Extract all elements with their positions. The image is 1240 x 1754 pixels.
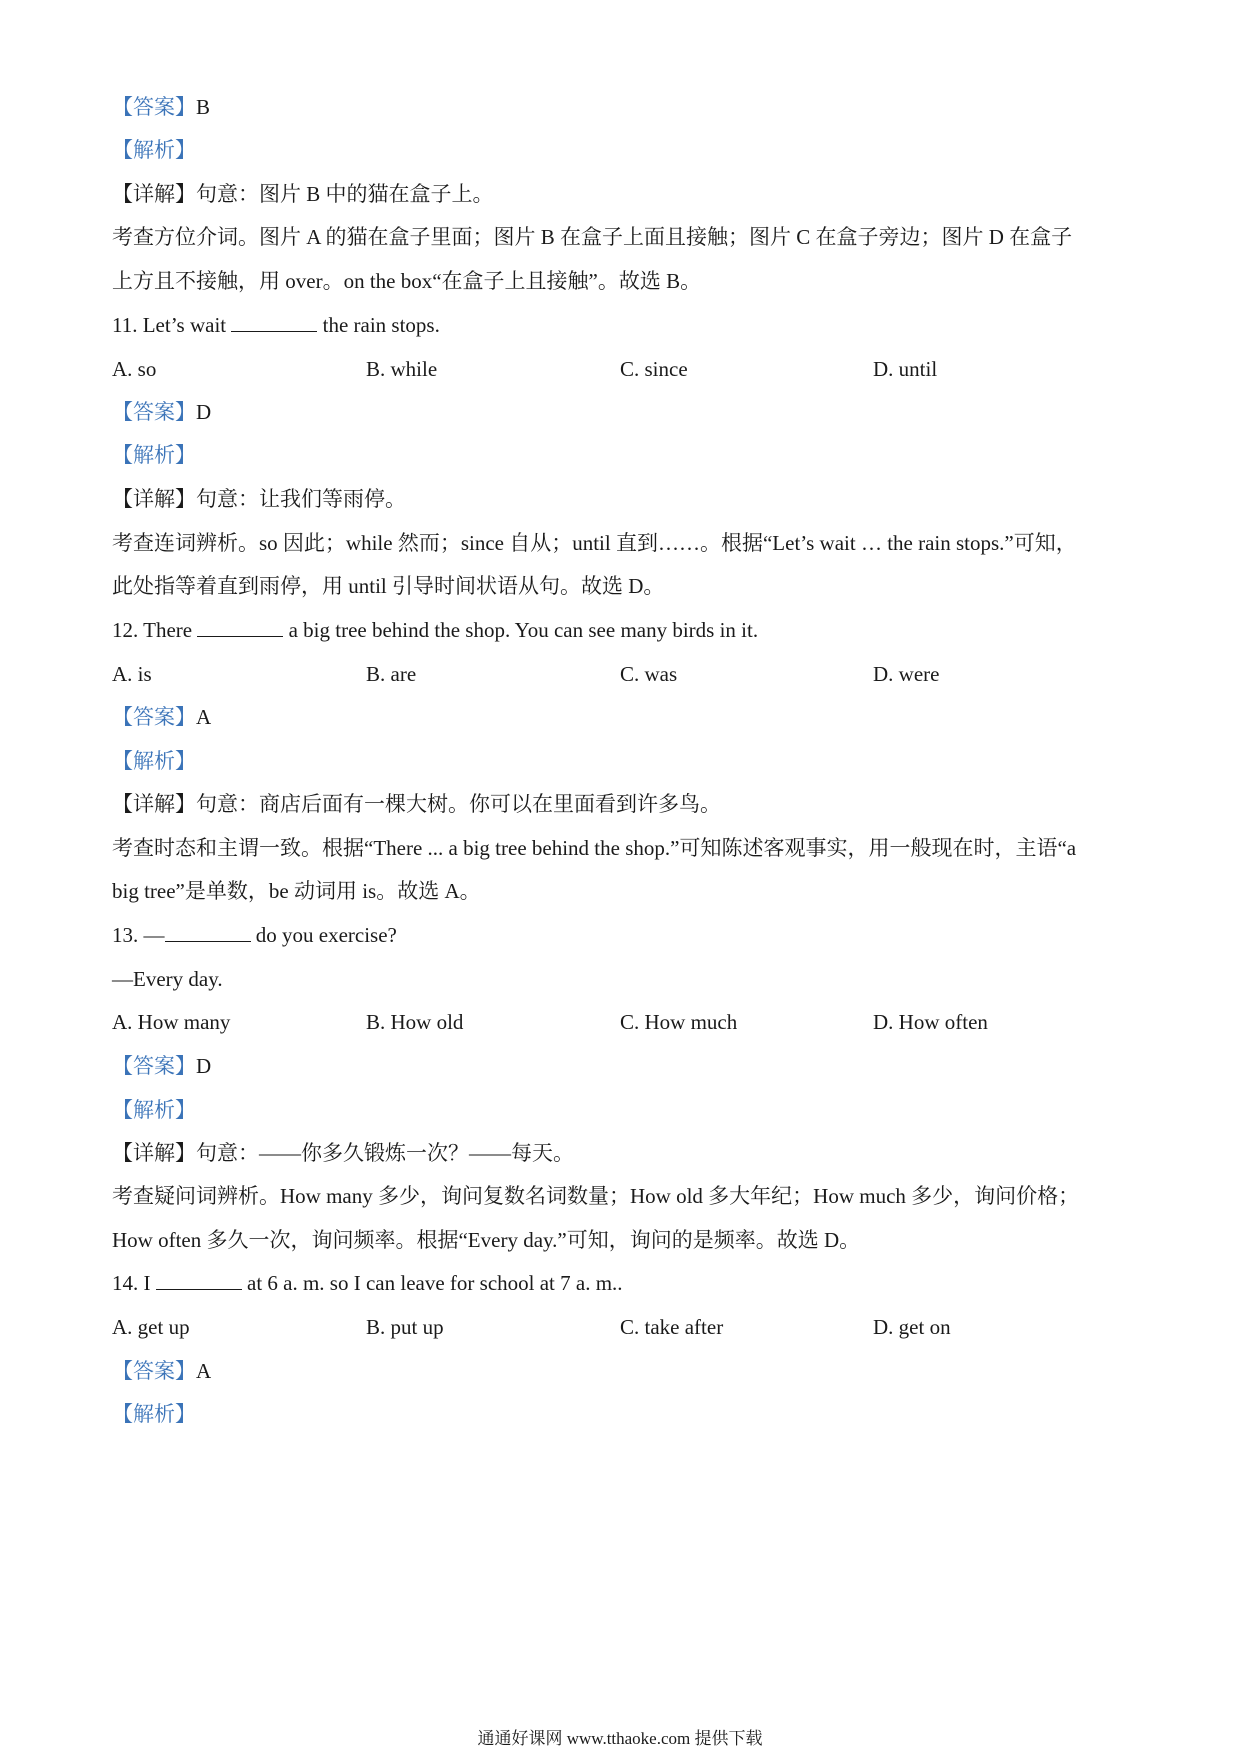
option-b: B. put up: [366, 1315, 444, 1339]
analysis-tag: 【解析】: [112, 1098, 196, 1122]
option-c: C. How much: [620, 1010, 738, 1034]
answer-tag: 【答案】: [112, 1359, 196, 1383]
detail-tag: 【详解】: [112, 487, 196, 511]
answer-blank: [231, 311, 317, 332]
answer-value: D: [196, 400, 212, 424]
answer-line: [112, 397, 1122, 427]
analysis-tag: 【解析】: [112, 749, 196, 773]
option-d: D. get on: [873, 1315, 951, 1339]
option-d: D. until: [873, 357, 938, 381]
question-stem: [112, 615, 1122, 645]
option-c: C. since: [620, 357, 688, 381]
detail-text: 句意：图片 B 中的猫在盒子上。: [196, 182, 494, 206]
answer-tag: 【答案】: [112, 705, 196, 729]
stem-start: 13. —: [112, 923, 165, 947]
detail-tag: 【详解】: [112, 1141, 196, 1165]
explanation-line: 此处指等着直到雨停，用 until 引导时间状语从句。故选 D。: [112, 574, 665, 598]
detail-text: 句意：——你多久锻炼一次？——每天。: [196, 1141, 574, 1165]
answer-line: [112, 92, 1122, 122]
question-stem: [112, 310, 1122, 340]
answer-blank: [197, 616, 283, 637]
detail-line: [112, 484, 1122, 514]
option-a: A. so: [112, 357, 157, 381]
detail-text: 句意：商店后面有一棵大树。你可以在里面看到许多鸟。: [196, 792, 721, 816]
answer-line: [112, 1356, 1122, 1386]
analysis-line: [112, 746, 1122, 776]
answer-line: [112, 702, 1122, 732]
analysis-tag: 【解析】: [112, 443, 196, 467]
option-c: C. take after: [620, 1315, 724, 1339]
answer-value: D: [196, 1054, 212, 1078]
answer-value: B: [196, 95, 211, 119]
analysis-line: [112, 1095, 1122, 1125]
stem-end: the rain stops.: [322, 313, 440, 337]
answer-tag: 【答案】: [112, 95, 196, 119]
analysis-line: [112, 1399, 1122, 1429]
detail-line: [112, 1138, 1122, 1168]
explanation-line: 考查时态和主谓一致。根据“There ... a big tree behind the shop.”可知陈述客观事实，用一般现在时，主语“a: [112, 836, 1077, 860]
page-footer: 通通好课网 www.tthaoke.com 提供下载: [477, 1729, 763, 1748]
answer-tag: 【答案】: [112, 1054, 196, 1078]
option-b: B. while: [366, 357, 438, 381]
dialogue-reply: —Every day.: [112, 967, 223, 991]
question-stem: [112, 1268, 1122, 1298]
explanation-line: How often 多久一次，询问频率。根据“Every day.”可知，询问的是频率。故选 D。: [112, 1228, 861, 1252]
option-a: A. is: [112, 662, 152, 686]
detail-line: [112, 179, 1122, 209]
stem-end: do you exercise?: [255, 923, 397, 947]
stem-start: 12. There: [112, 618, 193, 642]
option-d: D. How often: [873, 1010, 988, 1034]
option-d: D. were: [873, 662, 940, 686]
answer-tag: 【答案】: [112, 400, 196, 424]
analysis-tag: 【解析】: [112, 1402, 196, 1426]
explanation-line: 考查疑问词辨析。How many 多少，询问复数名词数量；How old 多大年纪；How much 多少，询问价格；: [112, 1184, 1080, 1208]
explanation-line: 考查连词辨析。so 因此；while 然而；since 自从；until 直到……。根据“Let’s wait … the rain stops.”可知，: [112, 531, 1077, 555]
detail-tag: 【详解】: [112, 792, 196, 816]
analysis-line: [112, 135, 1122, 165]
detail-text: 句意：让我们等雨停。: [196, 487, 406, 511]
stem-start: 11. Let’s wait: [112, 313, 227, 337]
detail-tag: 【详解】: [112, 182, 196, 206]
answer-value: A: [196, 1359, 212, 1383]
option-c: C. was: [620, 662, 678, 686]
answer-blank: [165, 921, 251, 942]
answer-blank: [156, 1269, 242, 1290]
detail-line: [112, 789, 1122, 819]
question-stem: [112, 920, 1122, 950]
option-b: B. are: [366, 662, 417, 686]
answer-value: A: [196, 705, 212, 729]
stem-end: at 6 a. m. so I can leave for school at 7 a. m..: [247, 1271, 623, 1295]
explanation-line: big tree”是单数，be 动词用 is。故选 A。: [112, 879, 481, 903]
stem-start: 14. I: [112, 1271, 151, 1295]
analysis-tag: 【解析】: [112, 138, 196, 162]
explanation-line: 上方且不接触，用 over。on the box“在盒子上且接触”。故选 B。: [112, 269, 702, 293]
explanation-line: 考查方位介词。图片 A 的猫在盒子里面；图片 B 在盒子上面且接触；图片 C 在盒子旁边；图片 D 在盒子: [112, 225, 1073, 249]
stem-end: a big tree behind the shop. You can see many birds in it.: [288, 618, 759, 642]
option-b: B. How old: [366, 1010, 464, 1034]
answer-line: [112, 1051, 1122, 1081]
option-a: A. How many: [112, 1010, 231, 1034]
analysis-line: [112, 440, 1122, 470]
option-a: A. get up: [112, 1315, 190, 1339]
